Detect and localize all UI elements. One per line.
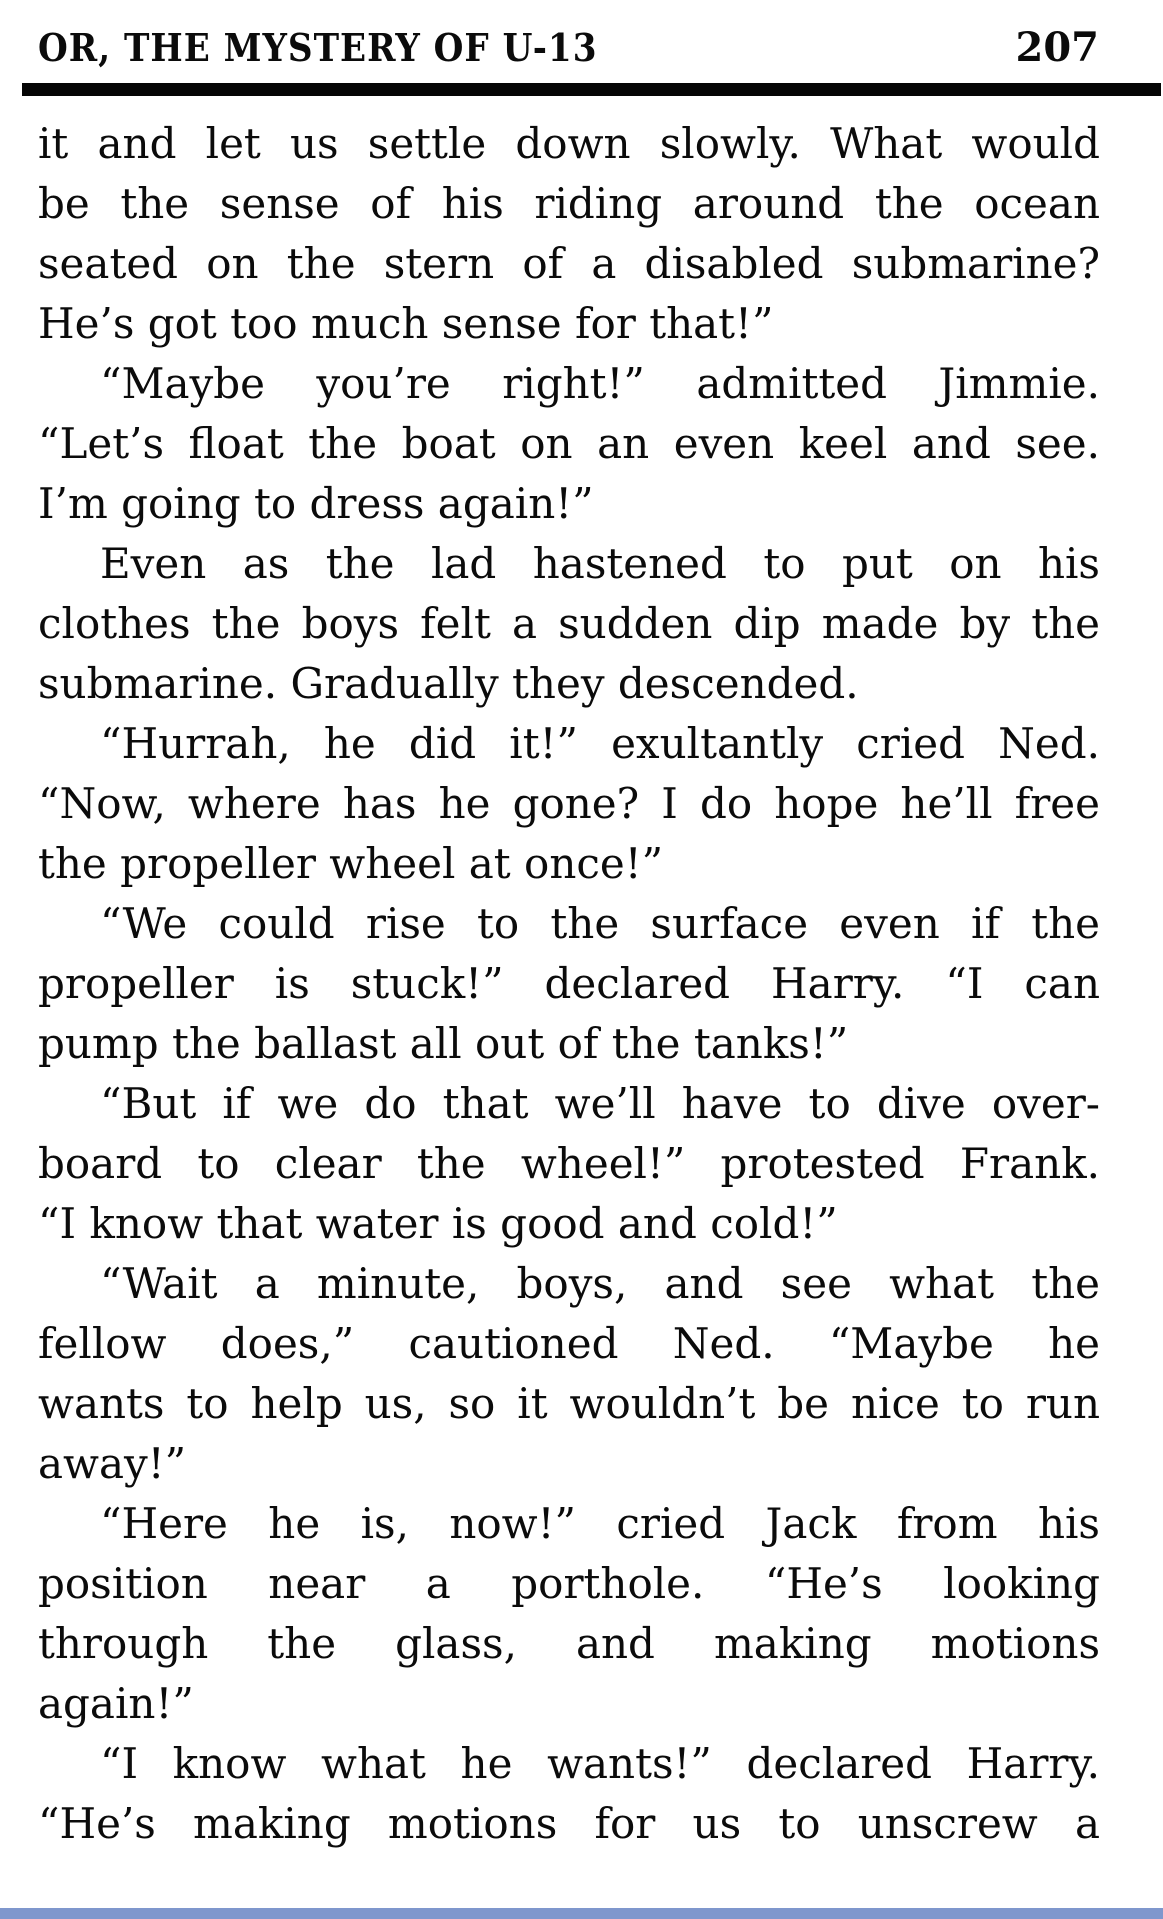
text-line: again!” xyxy=(38,1679,194,1728)
page-header xyxy=(38,24,1099,71)
text-line: “Now, where has he gone? I do hope he’ll free xyxy=(38,779,1100,828)
text-line: “He’s making motions for us to unscrew a xyxy=(38,1799,1100,1848)
text-line: wants to help us, so it wouldn’t be nice to run xyxy=(38,1379,1100,1428)
text-line: “We could rise to the surface even if the xyxy=(100,899,1100,948)
page-number: 207 xyxy=(1015,24,1099,71)
text-line: “But if we do that we’ll have to dive over- xyxy=(100,1079,1100,1128)
text-line: be the sense of his riding around the ocean xyxy=(38,179,1100,228)
text-line: Even as the lad hastened to put on his xyxy=(100,539,1100,588)
text-line: the propeller wheel at once!” xyxy=(38,839,664,888)
running-title: OR, THE MYSTERY OF U-13 xyxy=(38,25,598,70)
text-line: pump the ballast all out of the tanks!” xyxy=(38,1019,849,1068)
bottom-edge-bar xyxy=(0,1908,1163,1919)
text-line: it and let us settle down slowly. What would xyxy=(38,119,1100,168)
header-rule xyxy=(22,83,1161,96)
text-line: board to clear the wheel!” protested Frank. xyxy=(38,1139,1100,1188)
text-line: seated on the stern of a disabled submarine? xyxy=(38,239,1100,288)
text-line: “I know that water is good and cold!” xyxy=(38,1199,838,1248)
page-text xyxy=(38,114,1100,1854)
text-line: “Maybe you’re right!” admitted Jimmie. xyxy=(100,359,1100,408)
text-line: propeller is stuck!” declared Harry. “I can xyxy=(38,959,1100,1008)
text-line: “Hurrah, he did it!” exultantly cried Ned. xyxy=(100,719,1100,768)
text-line: position near a porthole. “He’s looking xyxy=(38,1559,1100,1608)
text-line: “Wait a minute, boys, and see what the xyxy=(100,1259,1100,1308)
text-line: submarine. Gradually they descended. xyxy=(38,659,859,708)
text-line: I’m going to dress again!” xyxy=(38,479,594,528)
text-line: fellow does,” cautioned Ned. “Maybe he xyxy=(38,1319,1100,1368)
text-line: “I know what he wants!” declared Harry. xyxy=(100,1739,1100,1788)
text-line: “Let’s float the boat on an even keel and see. xyxy=(38,419,1100,468)
text-line: away!” xyxy=(38,1439,187,1488)
text-line: clothes the boys felt a sudden dip made by the xyxy=(38,599,1100,648)
text-line: He’s got too much sense for that!” xyxy=(38,299,774,348)
text-line: through the glass, and making motions xyxy=(38,1619,1100,1668)
text-line: “Here he is, now!” cried Jack from his xyxy=(100,1499,1100,1548)
